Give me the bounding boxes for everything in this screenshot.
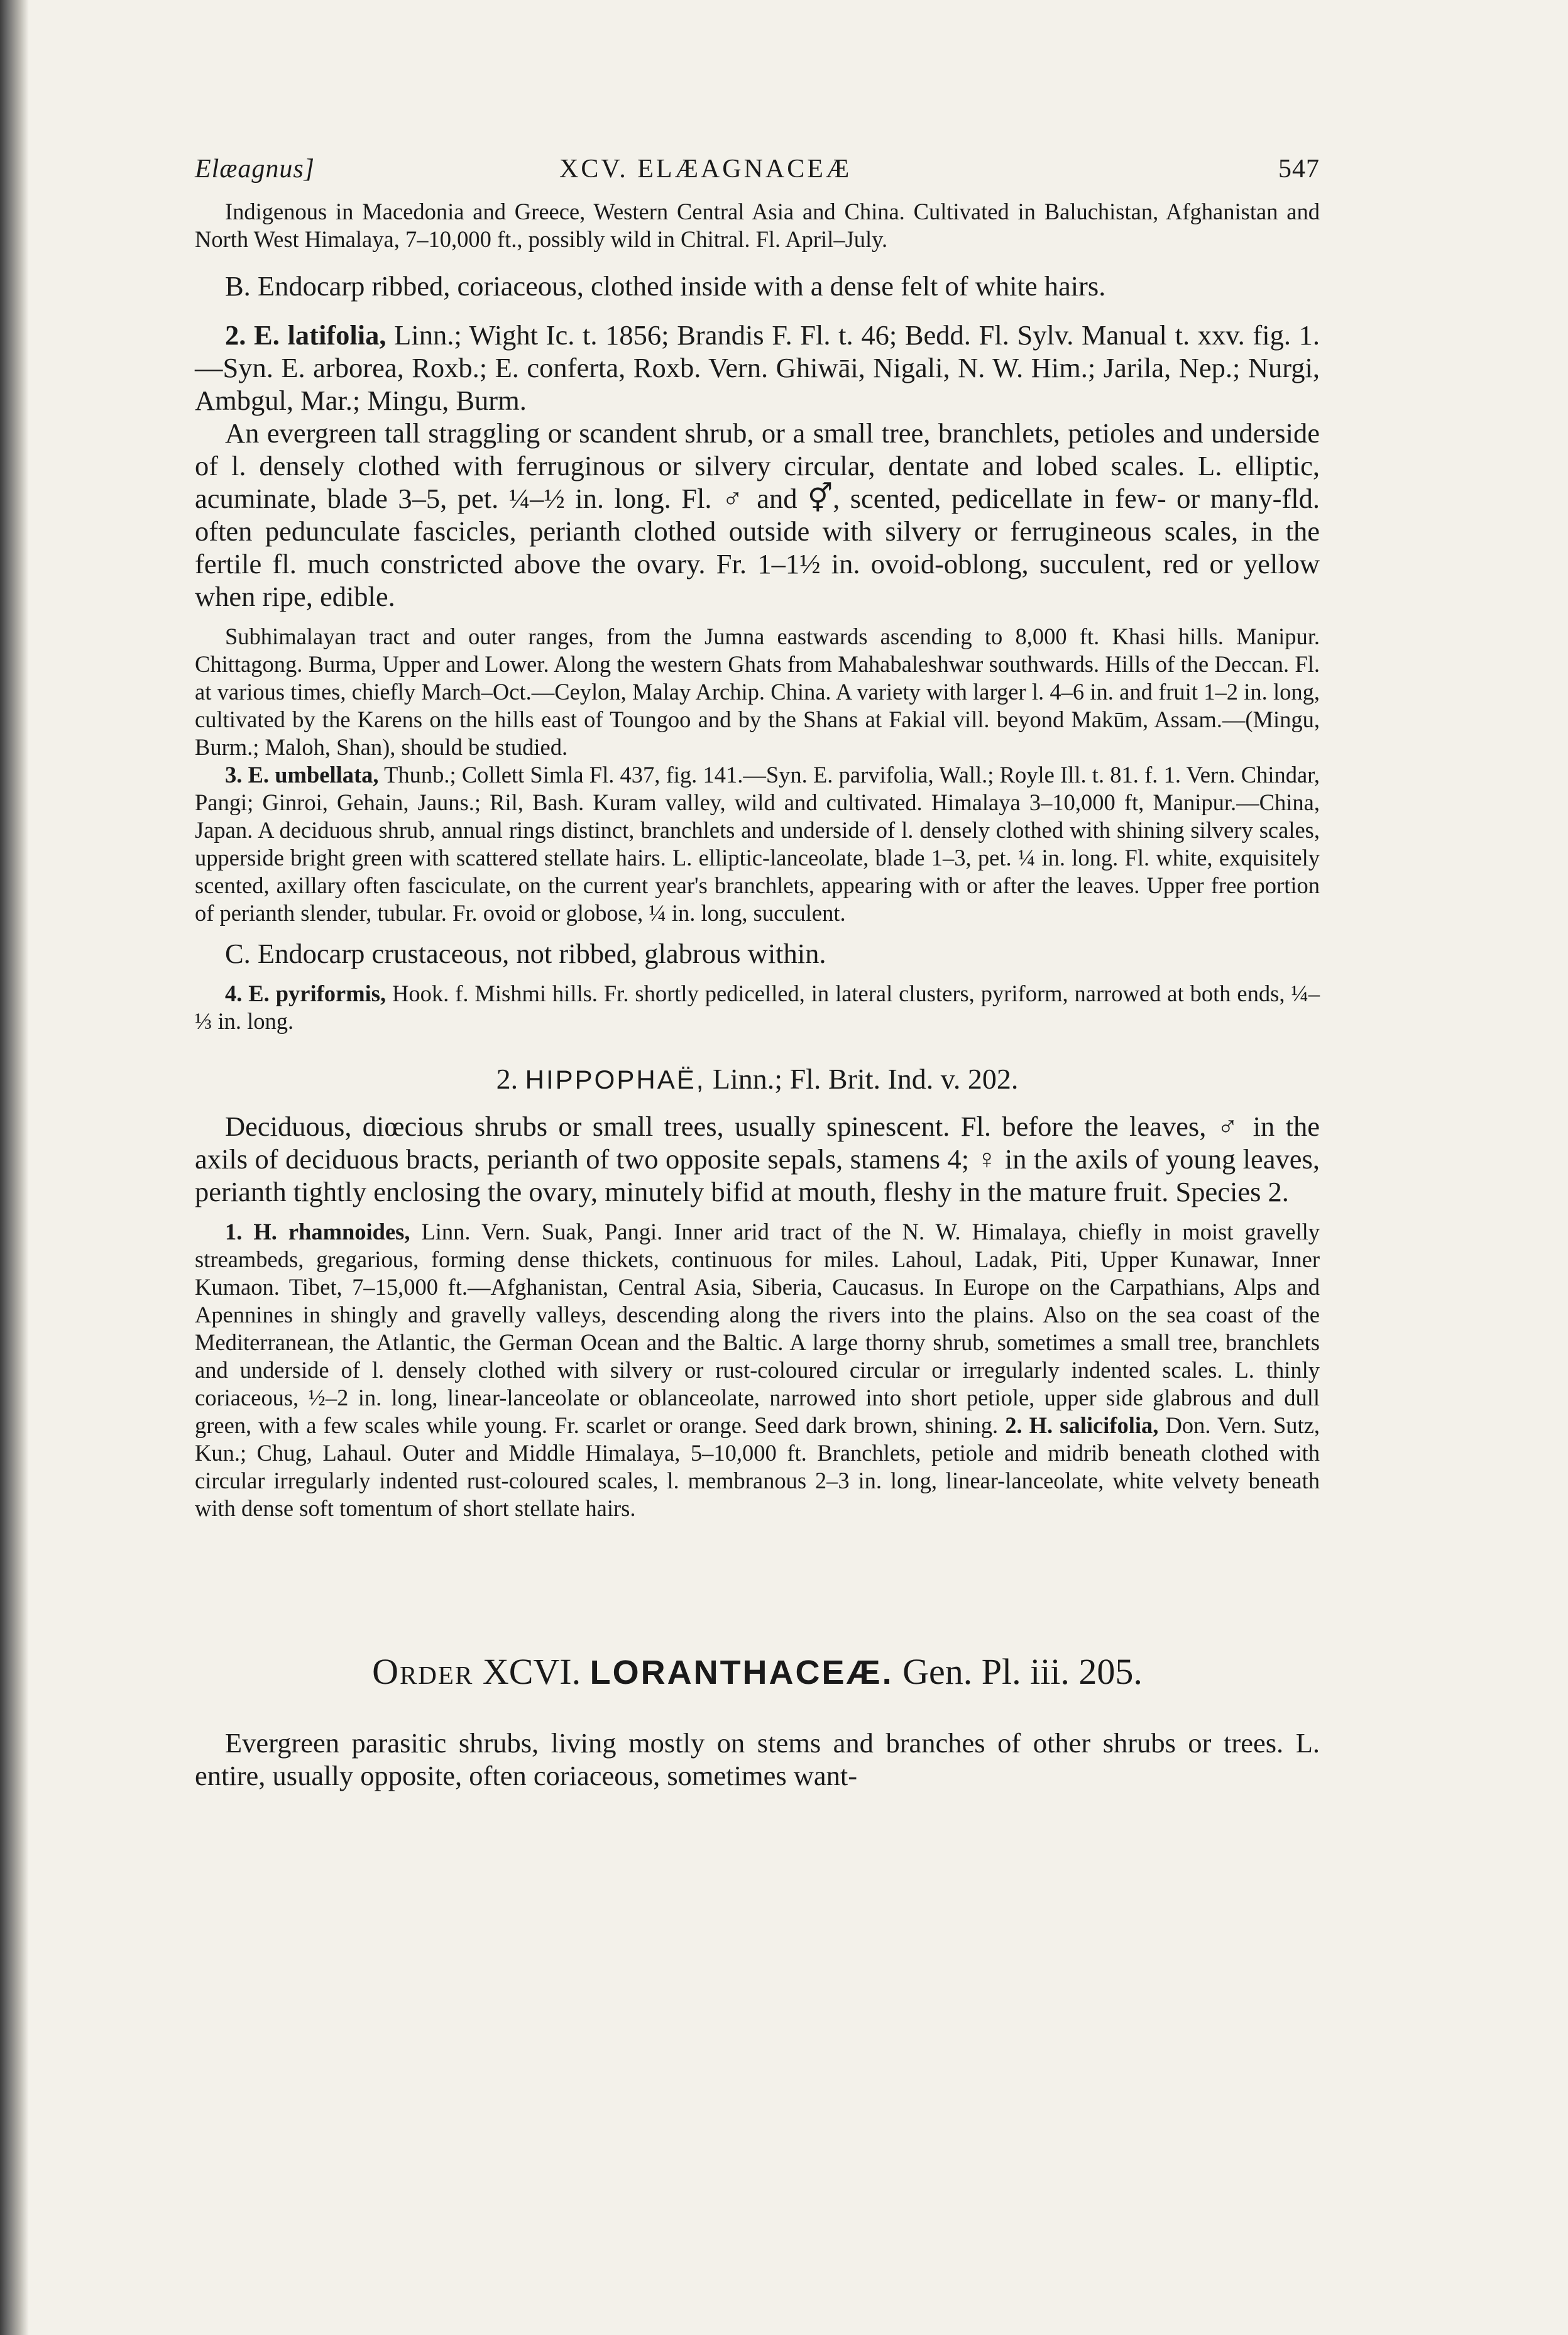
genus-reference: Linn.; Fl. Brit. Ind. v. 202. (712, 1063, 1019, 1095)
order-description: Evergreen parasitic shrubs, living mostly on stems and branches of other shrubs or trees. L. entire, usually opposite, often coriaceous, sometimes want- (195, 1727, 1320, 1791)
distribution-paragraph: Indigenous in Macedonia and Greece, Western Central Asia and China. Cultivated in Baluchistan, Afghanistan and North West Himalaya, 7–10,000 ft., possibly wild in Chitral. Fl. April–July. (195, 199, 1320, 252)
species-latifolia-synonymy: Linn.; Wight Ic. t. 1856; Brandis F. Fl. t. 46; Bedd. Fl. Sylv. Manual t. xxv. fig. 1.—Syn. E. arborea, Roxb.; E. conferta, Roxb. Vern. Ghiwāi, Nigali, N. W. Him.; Jarila, Nep.; Nurgi, Ambgul, Mar.; Mingu, Burm. (195, 319, 1320, 416)
order-name: LORANTHACEÆ. (589, 1654, 894, 1691)
genus-name: HIPPOPHAË, (525, 1065, 706, 1094)
running-head-genus: Elæagnus] (195, 155, 315, 184)
species-salicifolia-text: Don. Vern. Sutz, Kun.; Chug, Lahaul. Outer and Middle Himalaya, 5–10,000 ft. Branchlets, petiole and midrib beneath clothed with circular irregularly indented rust-coloured scales, l. membranous 2–3 in. long, linear-lanceolate, white velvety beneath with dense soft tomentum of short stellate hairs. (195, 1412, 1320, 1521)
page-number: 547 (1278, 155, 1320, 184)
subsection-b-heading: B. Endocarp ribbed, coriaceous, clothed inside with a dense felt of white hairs. (225, 270, 1106, 302)
page (195, 154, 1320, 1792)
species-pyriformis-entry (195, 980, 1320, 1035)
species-latifolia-name: 2. E. latifolia, (225, 319, 387, 351)
species-rhamnoides-text: Linn. Vern. Suak, Pangi. Inner arid tract of the N. W. Himalaya, chiefly in moist gravelly streambeds, gregarious, forming dense thickets, continuous for miles. Lahoul, Ladak, Piti, Upper Kunawar, Inner Kumaon. Tibet, 7–15,000 ft.—Afghanistan, Central Asia, Siberia, Caucasus. In Europe on the Carpathians, Alps and Apennines in shingly and gravelly valleys, descending along the rivers into the plains. Also on the sea coast of the Mediterranean, the Atlantic, the German Ocean and the Baltic. A large thorny shrub, sometimes a small tree, branchlets and underside of l. densely clothed with silvery or rust-coloured circular or irregularly indented scales. L. thinly coriaceous, ½–2 in. long, linear-lanceolate or oblanceolate, narrowed into short petiole, upper side glabrous and dull green, with a few scales while young. Fr. scarlet or orange. Seed dark brown, shining. (195, 1219, 1320, 1438)
genus-description: Deciduous, diœcious shrubs or small trees, usually spinescent. Fl. before the leaves, ♂ in the axils of deciduous bracts, perianth of two opposite sepals, stamens 4; ♀ in the axils of young leaves, perianth tightly enclosing the ovary, minutely bifid at mouth, fleshy in the mature fruit. Species 2. (195, 1111, 1320, 1207)
species-latifolia-distribution: Subhimalayan tract and outer ranges, from the Jumna eastwards ascending to 8,000 ft. Khasi hills. Manipur. Chittagong. Burma, Upper and Lower. Along the western Ghats from Mahabaleshwar southwards. Hills of the Deccan. Fl. at various times, chiefly March–Oct.—Ceylon, Malay Archip. China. A variety with larger l. 4–6 in. and fruit 1–2 in. long, cultivated by the Karens on the hills east of Toungoo and by the Shans at Fakial vill. beyond Makūm, Assam.—(Mingu, Burm.; Maloh, Shan), should be studied. (195, 624, 1320, 760)
species-umbellata-name: 3. E. umbellata, (225, 762, 379, 788)
hippophae-species-entry (195, 1218, 1320, 1522)
running-head (195, 154, 1320, 198)
species-umbellata-text: Thunb.; Collett Simla Fl. 437, fig. 141.—Syn. E. parvifolia, Wall.; Royle Ill. t. 81. f. 1. Vern. Chindar, Pangi; Ginroi, Gehain, Jauns.; Ril, Bash. Kuram valley, wild and cultivated. Himalaya 3–10,000 ft, Manipur.—China, Japan. A deciduous shrub, annual rings distinct, branchlets and underside of l. densely clothed with shining silvery scales, upperside bright green with scattered stellate hairs. L. elliptic-lanceolate, blade 1–3, pet. ¼ in. long. Fl. white, exquisitely scented, axillary often fasciculate, on the current year's branchlets, appearing with or after the leaves. Upper free portion of perianth slender, tubular. Fr. ovoid or globose, ¼ in. long, succulent. (195, 762, 1320, 926)
species-salicifolia-name: 2. H. salicifolia, (998, 1412, 1159, 1438)
species-rhamnoides-name: 1. H. rhamnoides, (225, 1219, 410, 1244)
subsection-c-heading: C. Endocarp crustaceous, not ribbed, glabrous within. (225, 938, 826, 969)
scan-shadow-edge (0, 0, 29, 2335)
order-reference: Gen. Pl. iii. 205. (902, 1651, 1143, 1692)
order-numeral: XCVI. (482, 1651, 581, 1692)
genus-heading (195, 1060, 1320, 1099)
species-pyriformis-name: 4. E. pyriformis, (225, 981, 387, 1006)
running-head-family: XCV. ELÆAGNACEÆ (559, 155, 852, 184)
genus-number: 2. (496, 1063, 518, 1095)
species-pyriformis-text: Hook. f. Mishmi hills. Fr. shortly pedicelled, in lateral clusters, pyriform, narrowed at both ends, ¼–⅓ in. long. (195, 981, 1320, 1034)
order-label: Order (372, 1651, 474, 1692)
species-umbellata-entry (195, 761, 1320, 927)
species-latifolia-entry (195, 319, 1320, 417)
species-latifolia-description: An evergreen tall straggling or scandent shrub, or a small tree, branchlets, petioles and underside of l. densely clothed with ferruginous or silvery circular, dentate and lobed scales. L. elliptic, acuminate, blade 3–5, pet. ¼–½ in. long. Fl. ♂ and ⚥, scented, pedicellate in few- or many-fld. often pedunculate fascicles, perianth clothed outside with silvery or ferrugineous scales, in the fertile fl. much constricted above the ovary. Fr. 1–1½ in. ovoid-oblong, succulent, red or yellow when ripe, edible. (195, 417, 1320, 612)
order-heading (195, 1648, 1320, 1696)
